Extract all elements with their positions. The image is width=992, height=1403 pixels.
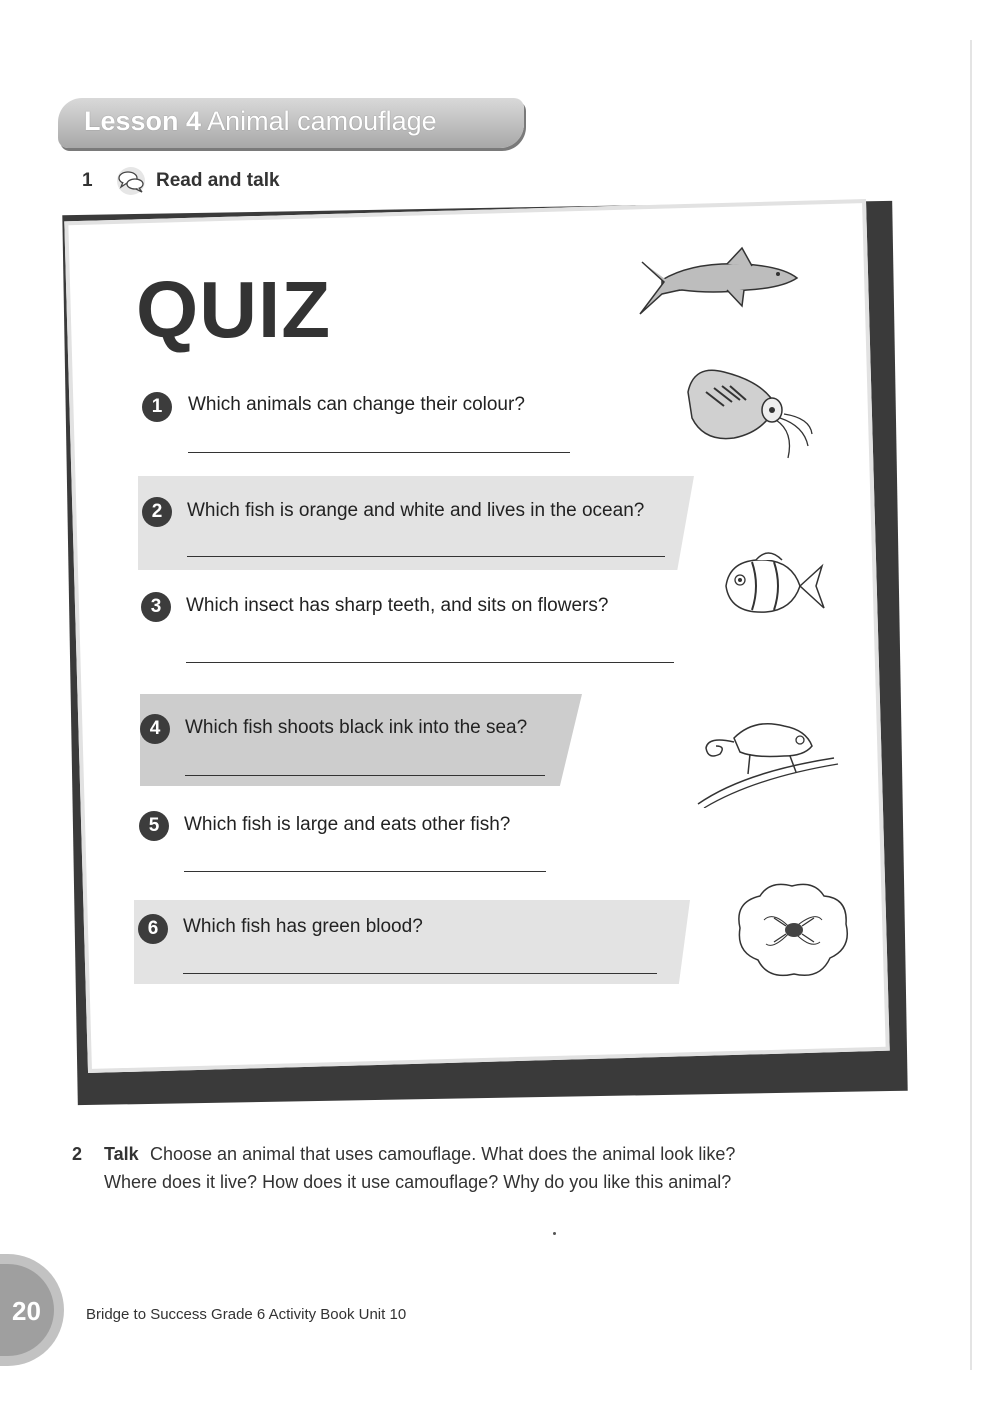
question-4-band xyxy=(140,694,582,786)
flower-spider-icon xyxy=(734,880,852,980)
section-1-number: 1 xyxy=(82,170,93,191)
question-4-answer-line[interactable] xyxy=(185,775,545,776)
question-1-number: 1 xyxy=(142,392,172,422)
cuttlefish-icon xyxy=(684,362,816,466)
question-3-answer-line[interactable] xyxy=(186,662,674,663)
question-6-text: Which fish has green blood? xyxy=(183,916,423,937)
lesson-title: Animal camouflage xyxy=(207,106,437,136)
lesson-heading xyxy=(84,106,437,137)
question-1-text: Which animals can change their colour? xyxy=(188,394,525,415)
clownfish-icon xyxy=(716,546,828,626)
chameleon-icon xyxy=(694,712,842,808)
question-5-answer-line[interactable] xyxy=(184,871,546,872)
scan-dot xyxy=(553,1232,556,1235)
quiz-title: QUIZ xyxy=(136,265,332,354)
question-6-number: 6 xyxy=(138,914,168,944)
lesson-label: Lesson 4 xyxy=(84,106,202,136)
question-4-text: Which fish shoots black ink into the sea? xyxy=(185,717,528,738)
footer-text: Bridge to Success Grade 6 Activity Book Unit 10 xyxy=(86,1306,407,1323)
scan-edge-line xyxy=(970,40,972,1370)
question-5-text: Which fish is large and eats other fish? xyxy=(184,814,511,835)
section-2-line-2: Where does it live? How does it use camouflage? Why do you like this animal? xyxy=(104,1172,732,1192)
question-1-answer-line[interactable] xyxy=(188,452,570,453)
shark-icon xyxy=(632,244,802,324)
question-3-text: Which insect has sharp teeth, and sits on flowers? xyxy=(186,595,609,616)
section-2-number: 2 xyxy=(72,1144,83,1164)
section-1-title: Read and talk xyxy=(156,170,280,191)
question-2-answer-line[interactable] xyxy=(187,556,665,557)
question-3-number: 3 xyxy=(141,592,171,622)
question-2-number: 2 xyxy=(142,497,172,527)
page-number: 20 xyxy=(12,1296,41,1326)
question-5-number: 5 xyxy=(139,811,169,841)
question-6-band xyxy=(134,900,690,984)
question-6-answer-line[interactable] xyxy=(183,973,657,974)
speech-bubbles-icon xyxy=(114,166,148,196)
question-4-number: 4 xyxy=(140,714,170,744)
section-2-label: Talk xyxy=(104,1144,139,1164)
question-2-text: Which fish is orange and white and lives in the ocean? xyxy=(187,500,645,521)
section-2-line-1: Choose an animal that uses camouflage. What does the animal look like? xyxy=(150,1144,736,1164)
